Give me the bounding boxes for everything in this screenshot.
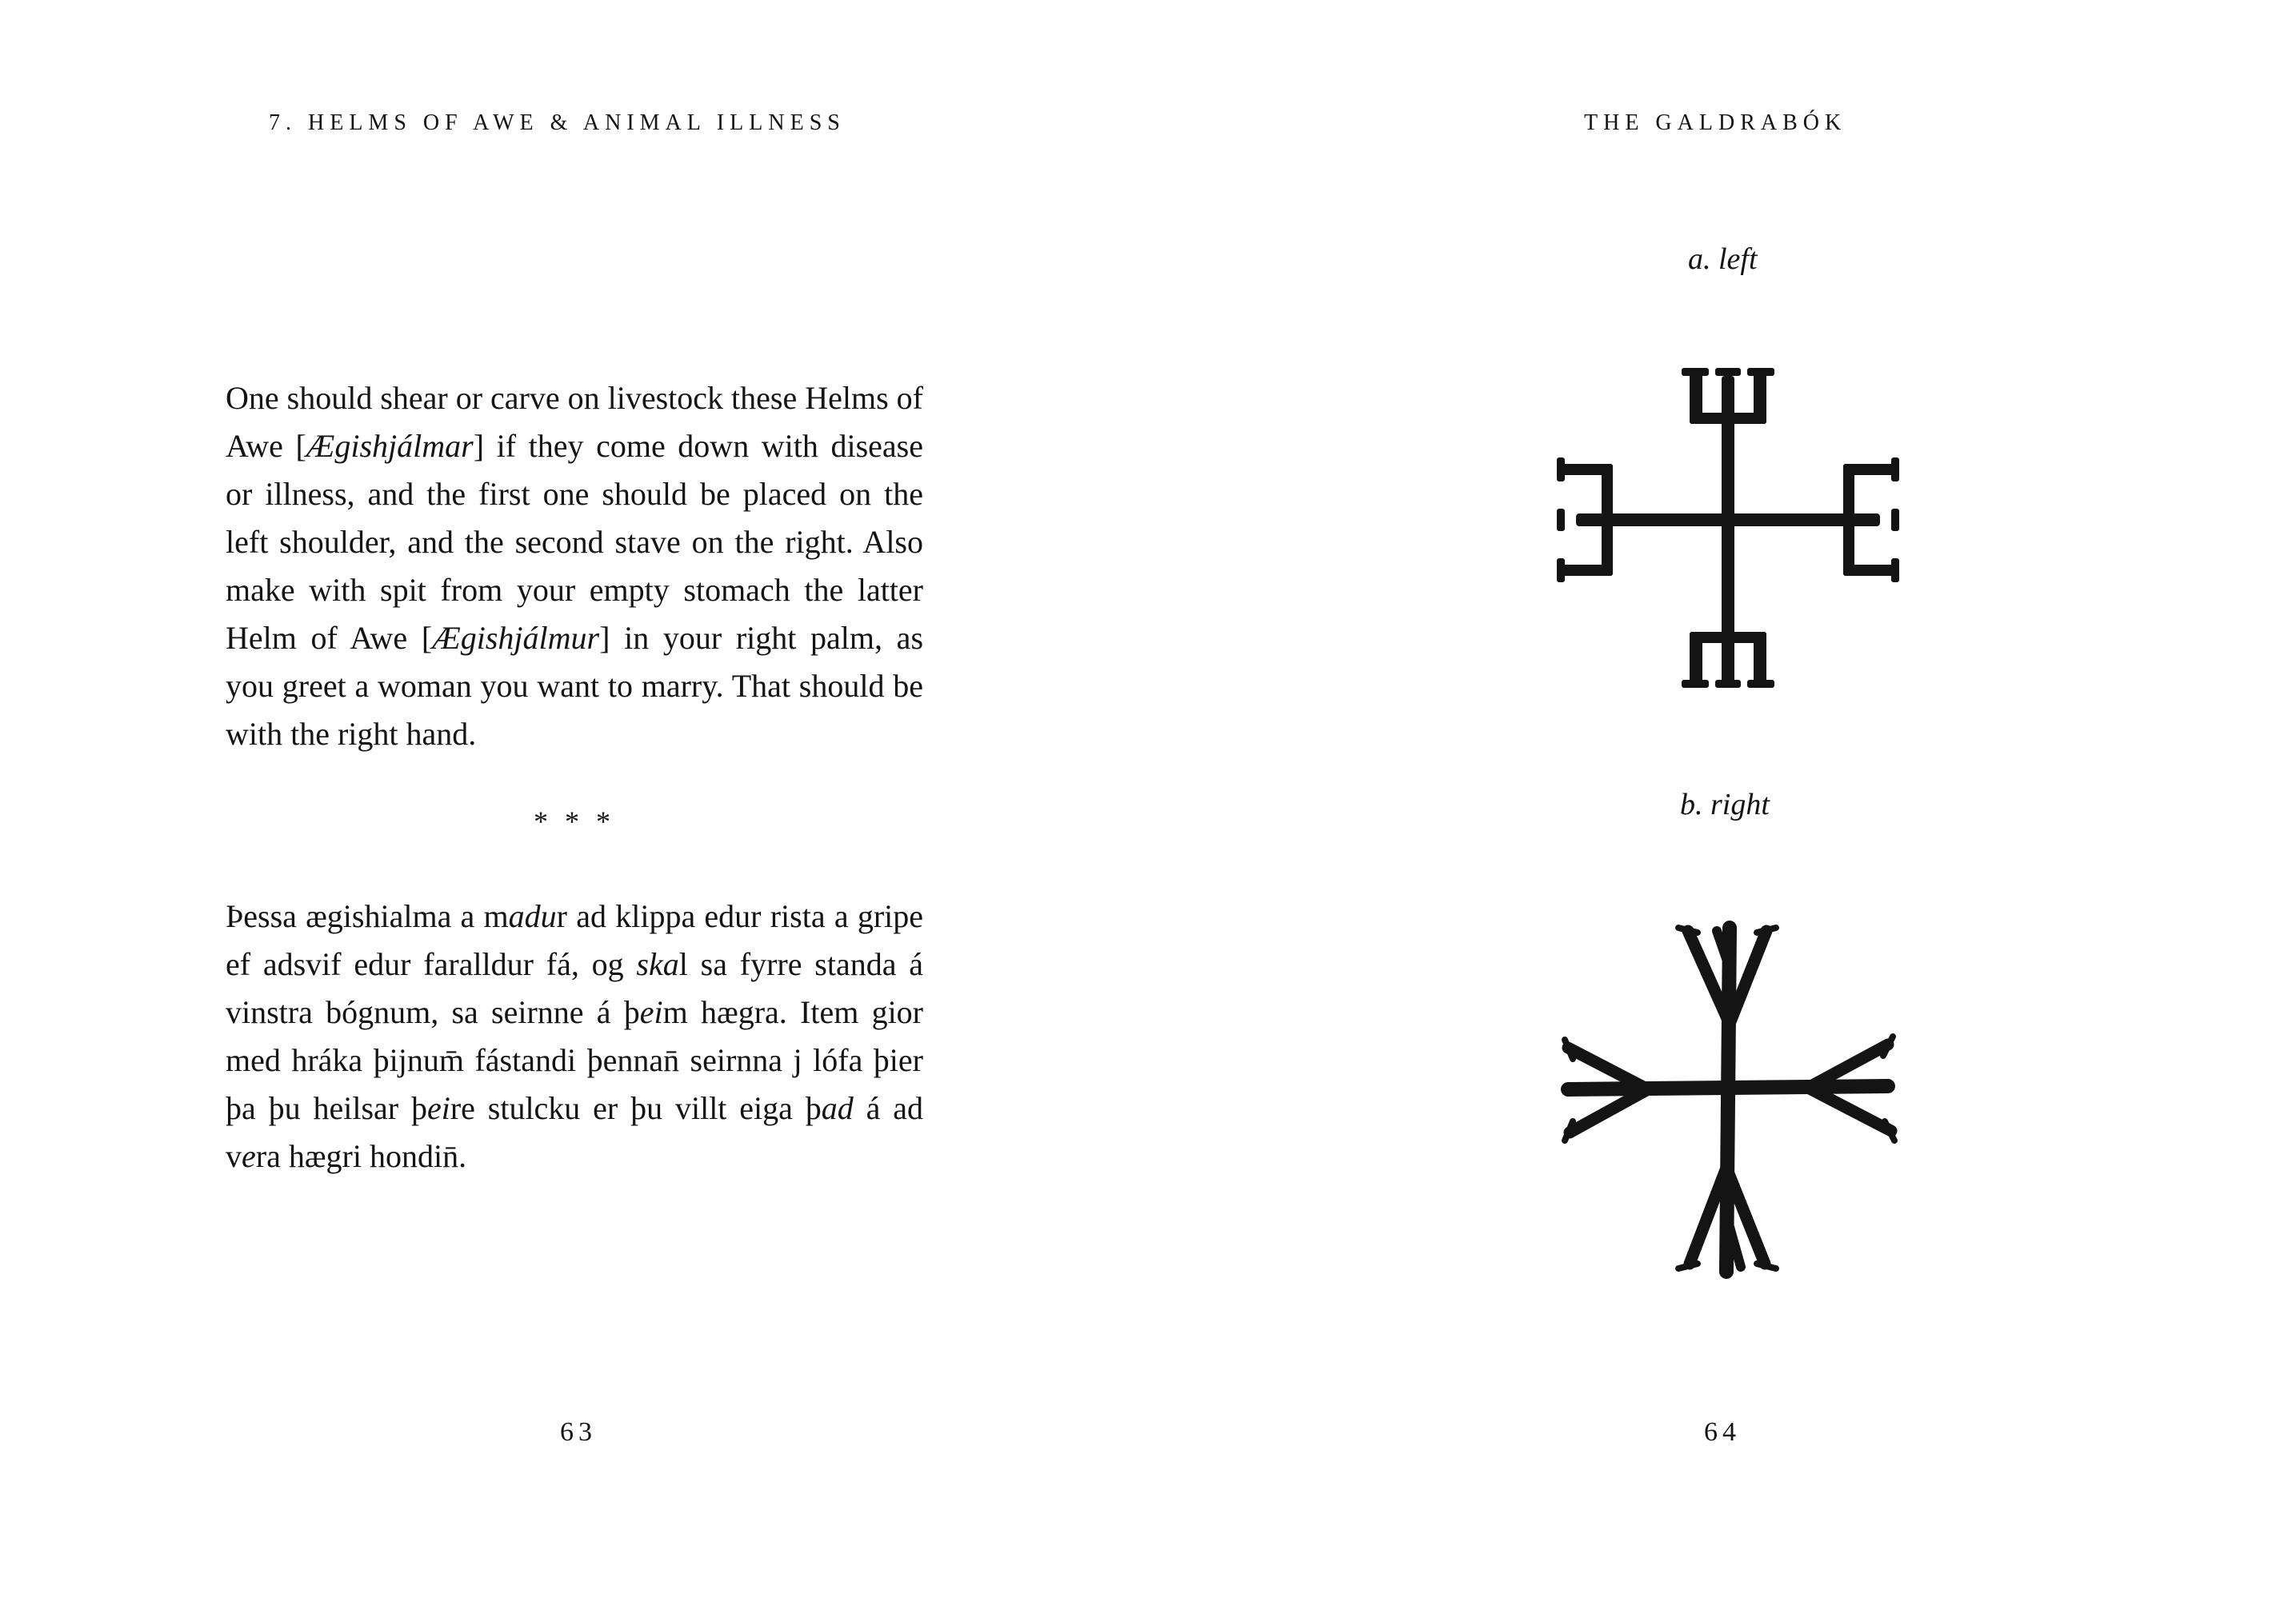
text-run-italic: Ægishjálmur (432, 620, 600, 656)
text-run-italic: e (242, 1138, 256, 1174)
text-run-italic: adu (508, 898, 557, 934)
text-run: Þessa ægishialma a m (226, 898, 509, 934)
paragraph-english (226, 374, 923, 758)
helm-of-awe-stave-left-icon (1552, 352, 1904, 688)
caption-letter: a. (1688, 242, 1711, 276)
text-run: ] if they come down with disease or illness, and the first one should be placed on the left shoulder, and the second stave on the right. Also make with spit from your empty stomach the latter Helm of Awe [ (226, 428, 923, 656)
text-run-italic: ad (821, 1090, 854, 1126)
text-run: l sa fyrre standa á vinstra bógnum, sa seirnne á þ (226, 946, 924, 1030)
text-run-italic: Ægishjálmar (306, 428, 474, 464)
text-run: m hægra. Item gior med hráka þijnum̄ fástandi þennan̄ seirnna j lófa þier þa þu heilsar þ (226, 994, 924, 1126)
text-run: ] in your right palm, as you greet a woman you want to marry. That should be with the right hand. (226, 620, 924, 752)
caption-word: left (1718, 242, 1758, 276)
running-head-chapter: 7. HELMS OF AWE & ANIMAL ILLNESS (269, 110, 846, 135)
text-run: One should shear or carve on livestock these Helms of Awe [ (226, 380, 923, 464)
text-run-italic: ei (426, 1090, 450, 1126)
figure-caption-b (1680, 787, 1770, 822)
caption-word: right (1710, 788, 1770, 821)
figure-caption-a (1688, 242, 1758, 277)
text-run: ra hægri hondin̄. (255, 1138, 467, 1174)
text-run: r ad klippa edur rista a gripe ef adsvif edur faralldur fá, og (226, 898, 924, 982)
caption-letter: b. (1680, 788, 1703, 821)
page-number-left: 63 (560, 1417, 597, 1447)
page-number-right: 64 (1704, 1417, 1741, 1447)
paragraph-icelandic (226, 893, 923, 1181)
text-run-italic: ei (639, 994, 663, 1030)
text-run: re stulcku er þu villt eiga þ (450, 1090, 822, 1126)
running-head-book-title: THE GALDRABÓK (1584, 110, 1847, 135)
section-separator: * * * (534, 805, 615, 837)
helm-of-awe-stave-right-icon (1552, 912, 1904, 1280)
text-run-italic: ska (636, 946, 679, 982)
text-run: á ad v (226, 1090, 923, 1174)
right-page (1148, 0, 2296, 1606)
